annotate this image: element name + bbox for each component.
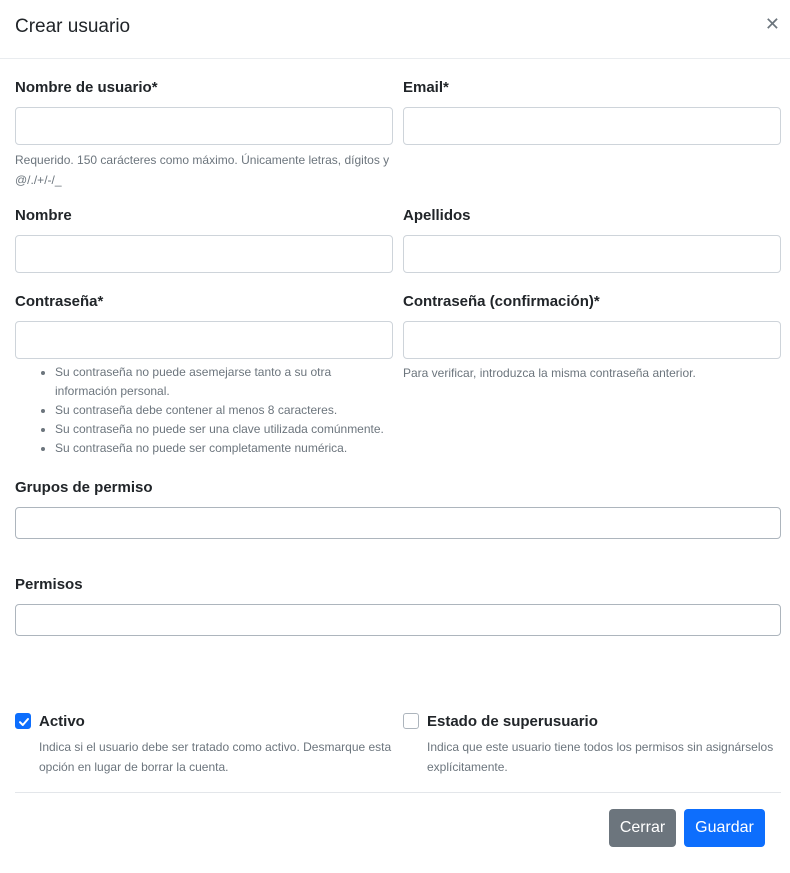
password-rules-list: [39, 363, 389, 458]
active-label: Activo: [39, 713, 85, 730]
username-help-line2: @/./+/-/_: [15, 173, 62, 187]
footer-divider: [15, 792, 781, 793]
save-button[interactable]: Guardar: [684, 809, 765, 847]
password-confirm-label: Contraseña (confirmación)*: [403, 293, 600, 310]
password-rule: • Su contraseña no puede asemejarse tanto a su otra información personal.: [55, 363, 389, 401]
superuser-label: Estado de superusuario: [427, 713, 598, 730]
groups-select[interactable]: [15, 507, 781, 539]
email-input[interactable]: [403, 107, 781, 145]
username-label: Nombre de usuario*: [15, 79, 158, 96]
superuser-help-line2: explícitamente.: [427, 760, 508, 774]
password-rule: • Su contraseña no puede ser completamente numérica.: [55, 439, 389, 458]
groups-label: Grupos de permiso: [15, 479, 153, 496]
password-confirm-help: Para verificar, introduzca la misma contraseña anterior.: [403, 366, 696, 380]
password-rule: • Su contraseña no puede ser una clave utilizada comúnmente.: [55, 420, 389, 439]
active-help-line1: Indica si el usuario debe ser tratado como activo. Desmarque esta: [39, 740, 392, 754]
username-input[interactable]: [15, 107, 393, 145]
password-label: Contraseña*: [15, 293, 104, 310]
active-checkbox[interactable]: [15, 713, 31, 729]
username-help: [15, 150, 395, 190]
first-name-input[interactable]: [15, 235, 393, 273]
close-button[interactable]: Cerrar: [609, 809, 676, 847]
permissions-select[interactable]: [15, 604, 781, 636]
password-confirm-input[interactable]: [403, 321, 781, 359]
permissions-label: Permisos: [15, 576, 83, 593]
superuser-checkbox[interactable]: [403, 713, 419, 729]
username-help-line1: Requerido. 150 carácteres como máximo. Únicamente letras, dígitos y: [15, 153, 390, 167]
modal-header: [0, 0, 790, 59]
close-icon[interactable]: ✕: [764, 14, 780, 34]
last-name-input[interactable]: [403, 235, 781, 273]
password-rule: • Su contraseña debe contener al menos 8 caracteres.: [55, 401, 389, 420]
checkmark-icon: [17, 715, 31, 729]
modal-title: Crear usuario: [15, 16, 131, 37]
superuser-help: [427, 737, 787, 777]
email-label: Email*: [403, 79, 449, 96]
first-name-label: Nombre: [15, 207, 72, 224]
active-help: [39, 737, 399, 777]
password-input[interactable]: [15, 321, 393, 359]
active-help-line2: opción en lugar de borrar la cuenta.: [39, 760, 229, 774]
superuser-help-line1: Indica que este usuario tiene todos los permisos sin asignárselos: [427, 740, 774, 754]
last-name-label: Apellidos: [403, 207, 471, 224]
